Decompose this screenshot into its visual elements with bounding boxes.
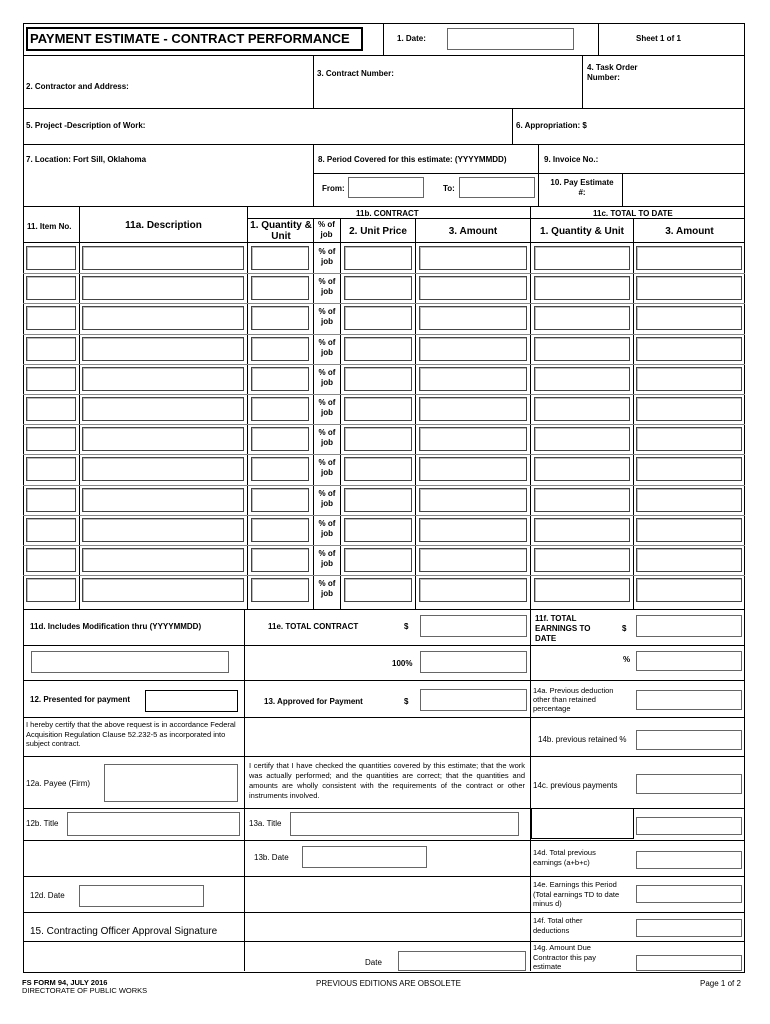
- amount-input[interactable]: [419, 427, 527, 451]
- quantity-input[interactable]: [251, 246, 309, 270]
- modification-label: 11d. Includes Modification thru (YYYYMMDD): [30, 622, 202, 631]
- quantity-input[interactable]: [251, 427, 309, 451]
- date-label: 1. Date:: [397, 34, 426, 43]
- description-input[interactable]: [82, 246, 244, 270]
- amount-input[interactable]: [419, 457, 527, 481]
- quantity-input[interactable]: [251, 337, 309, 361]
- amount-header: 3. Amount: [448, 226, 498, 237]
- unit-price-input[interactable]: [344, 548, 412, 572]
- quantity-input[interactable]: [251, 457, 309, 481]
- unit-price-header: 2. Unit Price: [349, 226, 407, 237]
- description-input[interactable]: [82, 457, 244, 481]
- previous-payments-input[interactable]: [636, 774, 742, 794]
- item-no-input[interactable]: [26, 518, 76, 542]
- description-input[interactable]: [82, 397, 244, 421]
- quantity-unit-total-header: 1. Quantity & Unit: [540, 226, 624, 237]
- previous-payments-label: 14c. previous payments: [533, 781, 618, 790]
- unit-price-input[interactable]: [344, 397, 412, 421]
- total-amount-input[interactable]: [636, 488, 742, 512]
- sheet-number: Sheet 1 of 1: [636, 34, 681, 43]
- approved-label: 13. Approved for Payment: [264, 697, 363, 706]
- presented-input[interactable]: [145, 690, 238, 712]
- appropriation-label: 6. Appropriation: $: [516, 121, 587, 130]
- approved-dollar: $: [404, 697, 409, 706]
- date-12d-input[interactable]: [79, 885, 204, 907]
- pct-job-label: % of job: [318, 398, 336, 417]
- quantity-input[interactable]: [251, 306, 309, 330]
- blank-14-input[interactable]: [636, 817, 742, 835]
- amount-input[interactable]: [419, 488, 527, 512]
- amount-input[interactable]: [419, 548, 527, 572]
- amount-input[interactable]: [419, 367, 527, 391]
- amount-input[interactable]: [419, 397, 527, 421]
- deduction-14a-input[interactable]: [636, 690, 742, 710]
- total-quantity-input[interactable]: [534, 246, 630, 270]
- earnings-period-14e-input[interactable]: [636, 885, 742, 903]
- deduction-14a-label: 14a. Previous deduction other than retained percentage: [533, 686, 614, 713]
- total-amount-input[interactable]: [636, 578, 742, 602]
- total-quantity-input[interactable]: [534, 367, 630, 391]
- date-13b-input[interactable]: [302, 846, 427, 868]
- total-amount-input[interactable]: [636, 276, 742, 300]
- form-id: FS FORM 94, JULY 2016: [22, 978, 108, 987]
- bottom-date-input[interactable]: [398, 951, 526, 971]
- total-amount-input[interactable]: [636, 548, 742, 572]
- to-label: To:: [443, 184, 455, 193]
- total-quantity-input[interactable]: [534, 548, 630, 572]
- amount-input[interactable]: [419, 306, 527, 330]
- total-earnings-label: 11f. TOTAL EARNINGS TO DATE: [535, 614, 591, 643]
- contract-number-label: 3. Contract Number:: [317, 69, 394, 78]
- location-label: 7. Location: Fort Sill, Oklahoma: [26, 155, 147, 164]
- contracting-officer-label: 15. Contracting Officer Approval Signature: [30, 926, 218, 937]
- description-header: 11a. Description: [125, 220, 202, 231]
- blank-14-box: [531, 808, 634, 839]
- total-amount-input[interactable]: [636, 306, 742, 330]
- pct-job-label: % of job: [318, 458, 336, 478]
- description-input[interactable]: [82, 276, 244, 300]
- period-from-input[interactable]: [348, 177, 424, 198]
- description-input[interactable]: [82, 367, 244, 391]
- payee-label: 12a. Payee (Firm): [26, 779, 91, 788]
- project-label: 5. Project -Description of Work:: [26, 121, 146, 130]
- quantity-input[interactable]: [251, 548, 309, 572]
- period-label: 8. Period Covered for this estimate: (YYYYMMDD): [318, 155, 507, 164]
- unit-price-input[interactable]: [344, 457, 412, 481]
- unit-price-input[interactable]: [344, 246, 412, 270]
- pct-job-label: % of job: [318, 277, 336, 297]
- presented-label: 12. Presented for payment: [30, 695, 131, 704]
- description-input[interactable]: [82, 518, 244, 542]
- item-no-input[interactable]: [26, 427, 76, 451]
- item-no-input[interactable]: [26, 367, 76, 391]
- unit-price-input[interactable]: [344, 518, 412, 542]
- modification-date-input[interactable]: [31, 651, 229, 673]
- period-to-input[interactable]: [459, 177, 535, 198]
- total-quantity-input[interactable]: [534, 397, 630, 421]
- pct-job-label: % of job: [318, 337, 336, 357]
- total-amount-input[interactable]: [636, 337, 742, 361]
- title-13a-label: 13a. Title: [249, 819, 282, 828]
- total-earnings-dollar: $: [622, 624, 627, 633]
- unit-price-input[interactable]: [344, 367, 412, 391]
- hundred-percent: 100%: [392, 659, 413, 668]
- total-earnings-input[interactable]: [636, 615, 742, 637]
- description-input[interactable]: [82, 578, 244, 602]
- pay-estimate-label: 10. Pay Estimate #:: [550, 178, 614, 197]
- amount-input[interactable]: [419, 518, 527, 542]
- total-to-date-group-header: 11c. TOTAL TO DATE: [593, 209, 673, 218]
- percent-sign: %: [623, 655, 631, 664]
- previous-retained-input[interactable]: [636, 730, 742, 750]
- pct-job-label: % of job: [318, 307, 336, 327]
- contract-group-header: 11b. CONTRACT: [356, 209, 419, 218]
- total-quantity-input[interactable]: [534, 276, 630, 300]
- description-input[interactable]: [82, 548, 244, 572]
- title-12b-label: 12b. Title: [26, 819, 59, 828]
- invoice-label: 9. Invoice No.:: [544, 155, 599, 164]
- total-amount-input[interactable]: [636, 457, 742, 481]
- unit-price-input[interactable]: [344, 306, 412, 330]
- directorate: DIRECTORATE OF PUBLIC WORKS: [22, 986, 148, 995]
- contractor-certification: I hereby certify that the above request is in accordance Federal Acquisition Regulation Clause 52.232-5 as incorporated into subject contract.: [26, 720, 236, 748]
- total-previous-14d-label: 14d. Total previous earnings (a+b+c): [533, 848, 596, 867]
- item-no-input[interactable]: [26, 306, 76, 330]
- description-input[interactable]: [82, 306, 244, 330]
- item-no-header: 11. Item No.: [27, 222, 72, 231]
- quantity-input[interactable]: [251, 367, 309, 391]
- form-title: PAYMENT ESTIMATE - CONTRACT PERFORMANCE: [30, 31, 350, 46]
- total-quantity-input[interactable]: [534, 578, 630, 602]
- payee-input[interactable]: [104, 764, 238, 802]
- item-no-input[interactable]: [26, 578, 76, 602]
- pct-job-header: % of job: [318, 220, 335, 239]
- other-deductions-14f-label: 14f. Total other deductions: [533, 916, 583, 935]
- pct-job-label: % of job: [318, 247, 336, 266]
- contract-percent-input[interactable]: [420, 651, 527, 673]
- amount-input[interactable]: [419, 246, 527, 270]
- contractor-label: 2. Contractor and Address:: [26, 82, 129, 91]
- item-no-input[interactable]: [26, 457, 76, 481]
- total-amount-input[interactable]: [636, 427, 742, 451]
- amount-input[interactable]: [419, 578, 527, 602]
- amount-total-header: 3. Amount: [665, 226, 714, 237]
- quantity-unit-header: 1. Quantity & Unit: [250, 220, 312, 242]
- bottom-date-label: Date: [365, 958, 382, 967]
- date-input[interactable]: [447, 28, 574, 50]
- title-12b-input[interactable]: [67, 812, 240, 836]
- from-label: From:: [322, 184, 345, 193]
- pct-job-label: % of job: [318, 428, 336, 448]
- previous-retained-label: 14b. previous retained %: [538, 735, 627, 744]
- quantity-input[interactable]: [251, 397, 309, 421]
- description-input[interactable]: [82, 488, 244, 512]
- total-contract-label: 11e. TOTAL CONTRACT: [268, 622, 359, 631]
- task-order-label: 4. Task Order Number:: [587, 63, 638, 82]
- earnings-percent-input[interactable]: [636, 651, 742, 671]
- earnings-period-14e-label: 14e. Earnings this Period (Total earnings TD to date minus d): [533, 880, 620, 908]
- total-quantity-input[interactable]: [534, 518, 630, 542]
- item-no-input[interactable]: [26, 488, 76, 512]
- item-no-input[interactable]: [26, 548, 76, 572]
- total-contract-dollar: $: [404, 622, 409, 631]
- total-amount-input[interactable]: [636, 397, 742, 421]
- other-deductions-14f-input[interactable]: [636, 919, 742, 937]
- amount-input[interactable]: [419, 276, 527, 300]
- obsolete-notice: PREVIOUS EDITIONS ARE OBSOLETE: [316, 979, 461, 988]
- approved-input[interactable]: [420, 689, 527, 711]
- total-quantity-input[interactable]: [534, 337, 630, 361]
- date-13b-label: 13b. Date: [254, 853, 289, 862]
- unit-price-input[interactable]: [344, 488, 412, 512]
- total-quantity-input[interactable]: [534, 457, 630, 481]
- total-previous-14d-input[interactable]: [636, 851, 742, 869]
- total-amount-input[interactable]: [636, 246, 742, 270]
- page-number: Page 1 of 2: [700, 979, 741, 988]
- quantity-input[interactable]: [251, 488, 309, 512]
- item-no-input[interactable]: [26, 337, 76, 361]
- quantity-input[interactable]: [251, 276, 309, 300]
- date-12d-label: 12d. Date: [30, 891, 65, 900]
- unit-price-input[interactable]: [344, 427, 412, 451]
- government-certification: I certify that I have checked the quantities covered by this estimate; that the work was actually performed; and the quantities are correct; that the quantities and amounts are wholly consistent with the requirements of the contract or other instruments involved.: [249, 761, 525, 800]
- item-no-input[interactable]: [26, 246, 76, 270]
- pct-job-label: % of job: [318, 367, 336, 387]
- total-quantity-input[interactable]: [534, 427, 630, 451]
- pct-job-label: % of job: [318, 549, 336, 568]
- description-input[interactable]: [82, 337, 244, 361]
- total-quantity-input[interactable]: [534, 306, 630, 330]
- total-amount-input[interactable]: [636, 367, 742, 391]
- total-contract-input[interactable]: [420, 615, 527, 637]
- amount-due-14g-label: 14g. Amount Due Contractor this pay estimate: [533, 943, 596, 971]
- amount-input[interactable]: [419, 337, 527, 361]
- quantity-input[interactable]: [251, 518, 309, 542]
- pct-job-label: % of job: [318, 579, 336, 599]
- item-no-input[interactable]: [26, 276, 76, 300]
- pct-job-label: % of job: [318, 488, 336, 508]
- total-amount-input[interactable]: [636, 518, 742, 542]
- total-quantity-input[interactable]: [534, 488, 630, 512]
- title-13a-input[interactable]: [290, 812, 519, 836]
- description-input[interactable]: [82, 427, 244, 451]
- amount-due-14g-input[interactable]: [636, 955, 742, 971]
- quantity-input[interactable]: [251, 578, 309, 602]
- unit-price-input[interactable]: [344, 578, 412, 602]
- unit-price-input[interactable]: [344, 276, 412, 300]
- unit-price-input[interactable]: [344, 337, 412, 361]
- item-no-input[interactable]: [26, 397, 76, 421]
- pct-job-label: % of job: [318, 518, 336, 538]
